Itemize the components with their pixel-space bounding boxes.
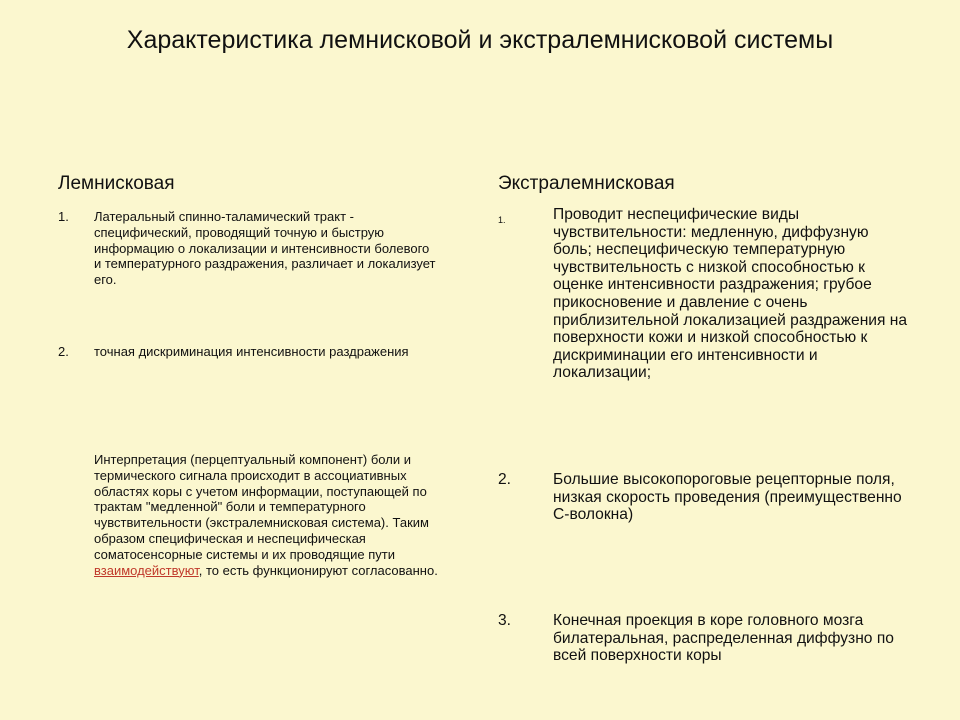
left-item-2-number: 2. [58,344,69,359]
right-item-3-text: Конечная проекция в коре головного мозга билатеральная, распределенная диффузно по всей поверхности коры [553,612,894,665]
right-item-2-text: Большие высокопороговые рецепторные поля, низкая скорость проведения (преимущественно С-волокна) [553,471,902,524]
left-item-1-text: Латеральный спинно-таламический тракт - специфический, проводящий точную и быструю информацию о локализации и интенсивности болевого и температурного раздражения, различает и локализует его. [94,209,436,288]
left-column-heading: Лемнисковая [58,173,175,194]
left-item-1-number: 1. [58,209,69,224]
right-column-heading: Экстралемнисковая [498,173,675,194]
slide-title: Характеристика лемнисковой и экстралемнисковой системы [126,26,834,54]
right-item-3-number: 3. [498,612,512,629]
interaction-link[interactable]: взаимодействуют [94,562,199,578]
right-item-1-text: Проводит неспецифические виды чувствительности: медленную, диффузную боль; неспецифическую температурную чувствительность с низкой способностью к оценке интенсивности раздражения; грубое прикосновение и давление с очень приблизительной локализацией раздражения на поверхности кожи и низкой способностью к дискриминации его интенсивности и локализации; [553,206,908,382]
left-note-text-before: Интерпретация (перцептуальный компонент) боли и термического сигнала происходит в ассоциативных областях коры с учетом информации, поступающей по трактам "медленной" боли и температурного чувствительности (экстралемнисковая система). Таким образом специфическая и неспецифическая соматосенсорные системы и их проводящие пути [94,452,429,562]
left-note-paragraph [94,452,464,578]
left-item-2-text: точная дискриминация интенсивности раздражения [94,344,409,359]
right-item-1-number: 1. [498,215,506,225]
right-item-2-number: 2. [498,471,512,488]
left-note-text-after: , то есть функционируют согласованно. [198,562,438,578]
